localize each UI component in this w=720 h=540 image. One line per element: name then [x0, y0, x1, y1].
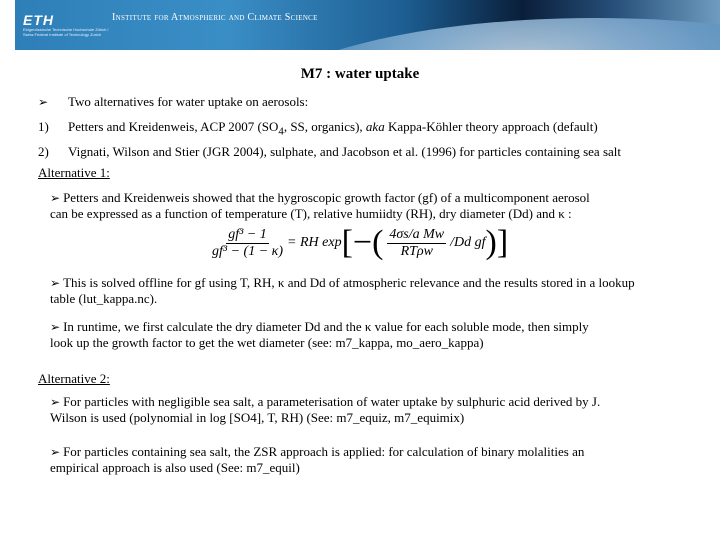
arrow-bullet-icon: ➢ [50, 445, 64, 459]
list-item: Petters and Kreidenweis, ACP 2007 ($SO_4$, SS, organics), aka Kappa-Köhler theory approach (default) [68, 119, 598, 138]
list-item: Vignati, Wilson and Stier (JGR 2004), sulphate, and Jacobson et al. (1996) for particles containing sea salt [68, 144, 622, 159]
eth-logo: ETH [23, 12, 54, 28]
alt1-paragraph-1: ➢ Petters and Kreidenweis showed that the hygroscopic growth factor (gf) of a multicomponent aerosol can be expressed as a function of temperature (T), relative humiidty (RH), dry diameter (Dd) and κ : [50, 190, 590, 221]
slide-title: M7 : water uptake [300, 66, 420, 82]
alt1-paragraph-3: ➢ In runtime, we first calculate the dry diameter Dd and the κ value for each soluble mode, then simply look up the growth factor to get the wet diameter (see: m7_kappa, mo_aero_kappa) [50, 319, 589, 350]
alt1-heading: Alternative 1: [38, 165, 110, 180]
arrow-bullet-icon: ➢ [50, 276, 64, 290]
arrow-bullet-icon: ➢ [50, 191, 64, 205]
logo-subtitle: Eidgenössische Technische Hochschule Zürich / Swiss Federal Institute of Technology Zurich [23, 27, 109, 37]
arrow-bullet-icon: ➢ [50, 395, 64, 409]
institute-name: Institute for Atmospheric and Climate Science [112, 12, 318, 23]
list-num: 2) [38, 144, 49, 159]
arrow-bullet-icon: ➢ [50, 320, 64, 334]
intro-text: Two alternatives for water uptake on aerosols: [68, 94, 309, 109]
alt2-paragraph-2: ➢ For particles containing sea salt, the ZSR approach is applied: for calculation of binary molalities an empirical approach is also used (See: m7_equil) [50, 444, 585, 475]
arrow-bullet-icon: ➢ [38, 95, 49, 109]
alt2-heading: Alternative 2: [38, 371, 110, 386]
alt2-paragraph-1: ➢ For particles with negligible sea salt, a parameterisation of water uptake by sulphuric acid derived by J. Wilson is used (polynomial in log [SO4], T, RH) (See: m7_equiz, m7_equimix) [50, 394, 601, 425]
kappa-kohler-equation: $\frac{\text{gf³ − 1}}{\text{gf³ − (1 − κ)}}$ = RH exp [−( $\frac{\text{4σs/a Mw}}{\text{RTρw}}$ / Dd gf )] [212, 224, 509, 261]
header-banner [15, 0, 720, 50]
list-num: 1) [38, 119, 49, 134]
alt1-paragraph-2: ➢ This is solved offline for gf using T, RH, κ and Dd of atmospheric relevance and the results stored in a lookup table (lut_kappa.nc). [50, 275, 635, 306]
